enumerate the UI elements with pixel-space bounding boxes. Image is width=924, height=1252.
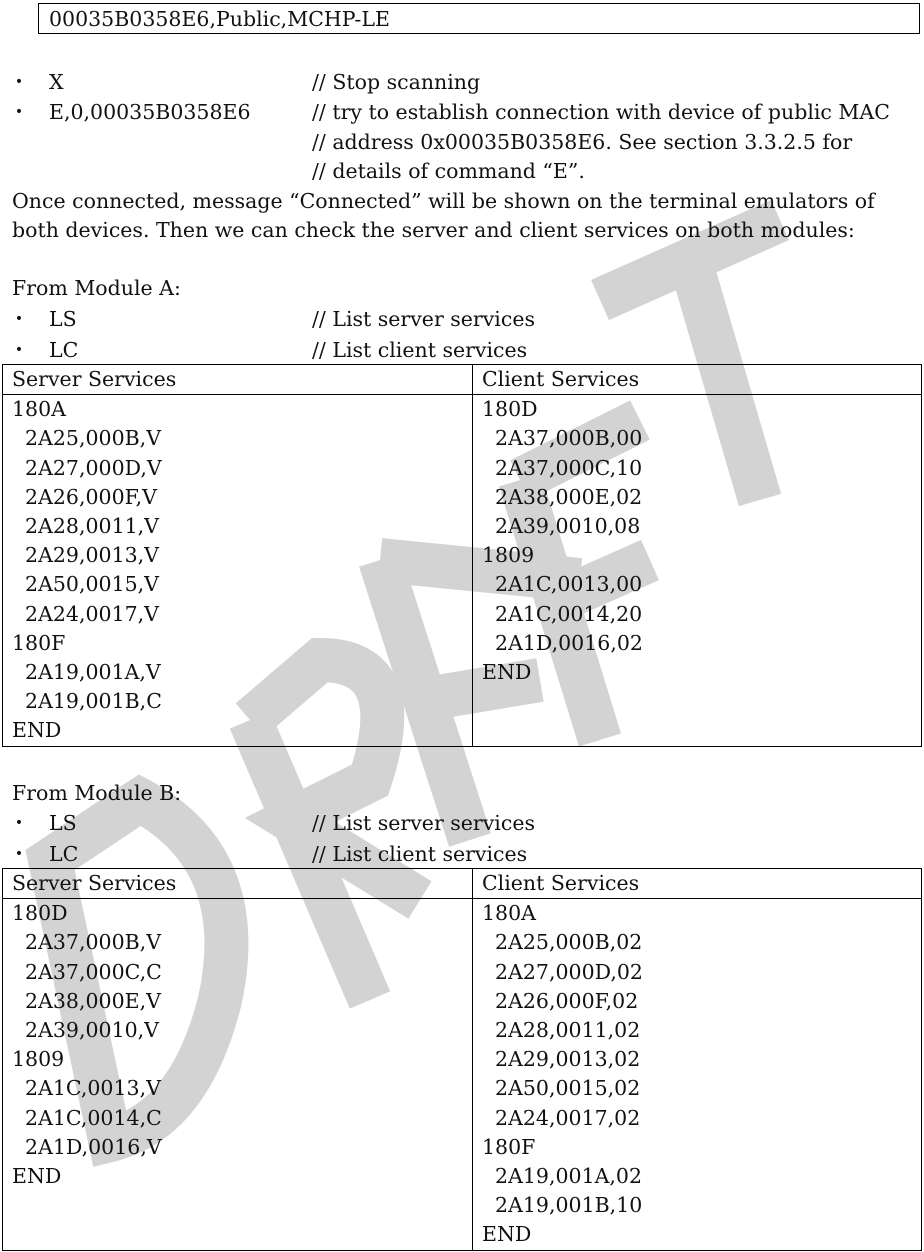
service-line: 2A37,000B,00 (482, 426, 643, 451)
service-line: 2A26,000F,V (12, 484, 157, 509)
service-line: 2A19,001A,02 (482, 1164, 643, 1189)
service-line: 180A (482, 901, 536, 926)
table-row (3, 395, 922, 746)
service-line: 2A26,000F,02 (482, 988, 639, 1013)
module-b-command-ls: LS (49, 811, 77, 835)
service-line: 1809 (12, 1047, 65, 1072)
bullet: • (14, 846, 24, 862)
top-code-text: 00035B0358E6,Public,MCHP-LE (49, 7, 390, 31)
comment-connect-cont-2: // details of command “E”. (312, 159, 585, 183)
bullet: • (14, 74, 24, 90)
service-line: END (12, 1164, 62, 1189)
service-line: 2A25,000B,02 (482, 930, 643, 955)
service-line: 2A50,0015,02 (482, 1076, 641, 1101)
comment-stop-scanning: // Stop scanning (312, 70, 481, 94)
module-a-services-table (2, 364, 922, 747)
service-line: 1809 (482, 543, 535, 568)
header-server-services: Server Services (3, 365, 473, 395)
service-line: 2A24,0017,V (12, 601, 159, 626)
service-line: 2A1C,0013,V (12, 1076, 161, 1101)
service-line: 2A19,001A,V (12, 660, 161, 685)
service-line: 2A19,001B,10 (482, 1193, 643, 1218)
service-line: 2A1C,0013,00 (482, 572, 643, 597)
paragraph-line-2: both devices. Then we can check the server and client services on both modules: (12, 218, 855, 242)
service-line: 2A25,000B,V (12, 426, 161, 451)
module-a-server-cell (3, 395, 473, 746)
service-line: 2A24,0017,02 (482, 1105, 641, 1130)
bullet: • (14, 815, 24, 831)
header-server-services: Server Services (3, 869, 473, 899)
module-a-client-cell (473, 395, 922, 746)
service-line: 2A38,000E,02 (482, 484, 643, 509)
module-a-heading: From Module A: (12, 276, 181, 300)
service-line: END (12, 718, 62, 743)
service-line: 180F (12, 630, 66, 655)
module-b-comment-ls: // List server services (312, 811, 535, 835)
paragraph-line-1: Once connected, message “Connected” will be shown on the terminal emulators of (12, 189, 875, 213)
table-header-row (3, 869, 922, 899)
service-line: END (482, 660, 532, 685)
table-header-row (3, 365, 922, 395)
comment-connect-cont-1: // address 0x00035B0358E6. See section 3.3.2.5 for (312, 130, 853, 154)
service-line: 180F (482, 1134, 536, 1159)
service-line: 2A1D,0016,02 (482, 630, 643, 655)
table-row (3, 899, 922, 1250)
service-line: 2A37,000C,C (12, 959, 162, 984)
service-line: 2A1C,0014,C (12, 1105, 162, 1130)
service-line: 2A1D,0016,V (12, 1134, 162, 1159)
module-a-command-lc: LC (49, 338, 79, 362)
service-line: 2A39,0010,08 (482, 514, 641, 539)
bullet: • (14, 342, 24, 358)
service-line: 2A29,0013,V (12, 543, 159, 568)
header-client-services: Client Services (473, 365, 922, 395)
service-line: END (482, 1222, 532, 1247)
code-box (38, 3, 920, 34)
module-a-comment-ls: // List server services (312, 307, 535, 331)
module-a-comment-lc: // List client services (312, 338, 528, 362)
bullet: • (14, 311, 24, 327)
module-b-heading: From Module B: (12, 781, 182, 805)
service-line: 2A37,000B,V (12, 930, 161, 955)
service-line: 2A38,000E,V (12, 988, 161, 1013)
service-line: 2A50,0015,V (12, 572, 159, 597)
command-e: E,0,00035B0358E6 (49, 100, 251, 124)
bullet: • (14, 104, 24, 120)
module-b-server-cell (3, 899, 473, 1250)
command-x: X (49, 70, 64, 94)
service-line: 2A27,000D,V (12, 455, 162, 480)
service-line: 2A19,001B,C (12, 689, 162, 714)
module-b-comment-lc: // List client services (312, 842, 528, 866)
module-b-services-table (2, 868, 922, 1251)
service-line: 180A (12, 397, 66, 422)
service-line: 2A28,0011,02 (482, 1018, 641, 1043)
service-line: 2A1C,0014,20 (482, 601, 643, 626)
service-line: 2A39,0010,V (12, 1018, 159, 1043)
service-line: 180D (12, 901, 68, 926)
module-b-command-lc: LC (49, 842, 79, 866)
service-line: 180D (482, 397, 538, 422)
service-line: 2A29,0013,02 (482, 1047, 641, 1072)
header-client-services: Client Services (473, 869, 922, 899)
service-line: 2A37,000C,10 (482, 455, 643, 480)
service-line: 2A28,0011,V (12, 514, 159, 539)
service-line: 2A27,000D,02 (482, 959, 643, 984)
module-a-command-ls: LS (49, 307, 77, 331)
module-b-client-cell (473, 899, 922, 1250)
comment-connect: // try to establish connection with device of public MAC (312, 100, 890, 124)
